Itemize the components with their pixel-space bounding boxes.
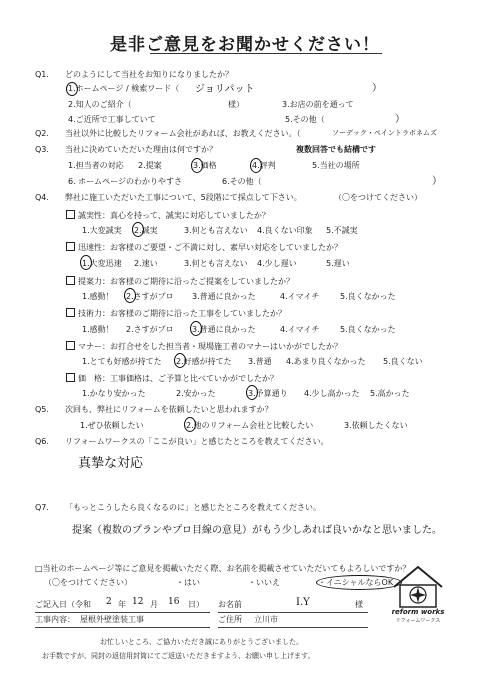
q4-price-opt-3: 3.予算通り [248, 389, 288, 398]
q1-option-2-suffix: 様） [228, 100, 244, 109]
q2-question: 当社以外に比較したリフォーム会社があれば、お教えください。（ [65, 129, 301, 138]
q4-honesty-opt-3: 3.何とも言えない [184, 226, 248, 235]
q4-skill-opt-2: 2.さすがプロ [126, 325, 174, 334]
checkbox-price [66, 373, 75, 382]
consent-note: （〇をつけてください） [44, 578, 132, 587]
q4-manners-opt-3: 3.普通 [248, 357, 272, 366]
q4-speed-opt-4: 4.少し遅い [257, 259, 297, 268]
q4-manners-opt-2: 2.好感が持てた [176, 357, 232, 366]
date-underline [35, 612, 210, 613]
checkbox-speed [66, 242, 75, 251]
q3-number: Q3. [35, 145, 49, 154]
q4-manners-opt-5: 5.良くない [383, 357, 423, 366]
work-underline [35, 627, 210, 628]
consent-option-no: ・いいえ [248, 578, 280, 587]
q4-proposal-opt-5: 5.良くなかった [340, 292, 396, 301]
q4-skill-opt-1: 1.感動！ [82, 325, 114, 334]
q3-option-1: 1.担当者の対応 [68, 161, 124, 170]
q4-speed-opt-2: 2.速い [134, 259, 158, 268]
consent-question: □当社のホームページ等にご意見を掲載いただく際、お名前を掲載させていただいてもよろしいですか？ [35, 564, 411, 573]
q3-bracket-close: ） [432, 176, 442, 187]
q7-question: 「もっとこうしたら良くなるのに」と感じたところを教えてください。 [65, 503, 321, 512]
date-year-unit: 年 [118, 600, 126, 609]
logo-text: reform works [391, 608, 445, 616]
q4-honesty-opt-2-circle [132, 222, 144, 237]
q4-skill-opt-3-circle [190, 321, 202, 336]
q3-question: 当社に決めていただいた理由は何ですか？ [65, 145, 217, 154]
q4-item-speed [66, 242, 342, 253]
q1-option-1: 1.ホームページ / 検索ワード（ [68, 84, 180, 93]
q5-number: Q5. [35, 405, 49, 414]
date-day: 16 [168, 597, 180, 607]
q1-option-1-circle [66, 82, 78, 96]
q4-item-price [66, 373, 278, 384]
q4-proposal-opt-2-circle [124, 288, 136, 303]
q4-manners-opt-1: 1.とても好感が持てた [82, 357, 162, 366]
address-underline [218, 627, 368, 628]
checkbox-skill [66, 308, 75, 317]
title-underline [150, 53, 382, 54]
q3-option-4-circle [250, 158, 262, 173]
q4-price-opt-1: 1.かなり安かった [82, 389, 146, 398]
q3-option-3-circle [191, 158, 203, 173]
q6-number: Q6. [35, 437, 49, 446]
q1-option-3: 3.お店の前を通って [282, 100, 354, 109]
name-label: お名前 [218, 600, 242, 609]
q4-skill-opt-3: 3.普通に良かった [192, 325, 256, 334]
q4-manners-opt-4: 4.あまり良くなかった [286, 357, 366, 366]
logo-subtext: リフォームワークス [395, 618, 441, 624]
q4-proposal-opt-4: 4.イマイチ [280, 292, 320, 301]
checkbox-proposal [66, 276, 75, 285]
checkbox-manners [66, 341, 75, 350]
thanks-note: お忙しいところ、ご協力いただき誠にありがとうございました。 [100, 638, 303, 646]
q4-item-manners [66, 341, 342, 352]
q3-option-3: 3.価格 [193, 161, 217, 170]
q3-option-7: 6.その他（ [222, 177, 262, 186]
q1-search-word-handwritten: ジョリパット [195, 84, 255, 95]
q4-skill-opt-4: 4.イマイチ [280, 325, 320, 334]
q4-price-opt-2: 2.安かった [176, 389, 216, 398]
q1-option-2: 2.知人のご紹介（ [68, 100, 132, 109]
q1-option-5: 5.その他（ [285, 115, 325, 124]
q3-option-2: 2.提案 [138, 161, 162, 170]
q4-speed-opt-3: 3.何とも言えない [184, 259, 248, 268]
q4-question: 弊社に施工いただいた工事について、5段階にて採点して下さい。 [65, 193, 302, 202]
q4-proposal-opt-2: 2.さすがプロ [126, 292, 174, 301]
q5-option-1: 1.ぜひ依頼したい [80, 421, 144, 430]
q2-number: Q2. [35, 129, 49, 138]
work-label: 工事内容： [35, 615, 75, 624]
date-year: 2 [106, 597, 112, 607]
q7-handwritten-answer: 提案（複数のプランやプロ目線の意見）がもう少しあれば良いかなと思いました。 [72, 525, 442, 536]
q4-honesty-opt-5: 5.不誠実 [326, 226, 358, 235]
q5-question: 次回も、弊社にリフォームを依頼したいと思われますか？ [65, 405, 273, 414]
q1-option-5-bracket: ） [395, 114, 405, 125]
consent-option-yes: ・はい [176, 578, 200, 587]
q1-option-4: 4.ご近所で工事していて [68, 115, 156, 124]
q4-price-opt-5: 5.高かった [370, 389, 410, 398]
q4-speed-opt-5: 5.遅い [326, 259, 350, 268]
page-title: 是非ご意見をお聞かせください！ [110, 35, 380, 55]
date-month-unit: 月 [150, 600, 158, 609]
q4-item-skill-label: 技術力：お客様のご期待に沿った工事をしていましたか？ [78, 309, 286, 318]
q5-option-2-circle [184, 417, 196, 432]
q5-option-3: 3.依頼したくない [344, 421, 408, 430]
q4-item-honesty [66, 210, 270, 221]
q4-item-honesty-label: 誠実性：真心を持って、誠実に対応していましたか？ [78, 211, 270, 220]
q4-number: Q4. [35, 193, 49, 202]
q4-speed-opt-1: 1.大変迅速 [82, 259, 122, 268]
q4-item-manners-label: マナー：お打合せをした担当者・現場施工者のマナーはいかがでしたか？ [78, 342, 342, 351]
q3-option-5: 5.当社の場所 [312, 161, 360, 170]
q4-note: （〇をつけてください） [334, 193, 422, 202]
date-day-unit: 日） [188, 600, 204, 609]
q4-skill-opt-5: 5.良くなかった [340, 325, 396, 334]
q4-item-price-label: 価 格：工事価格は、ご予算と比べていかがでしたか？ [78, 374, 278, 383]
name-value: I.Y [296, 597, 310, 608]
q5-option-2: 2.他のリフォーム会社と比較したい [186, 421, 314, 430]
address-value: 立川市 [254, 615, 278, 624]
date-label: ご記入日（令和 [35, 600, 91, 609]
q4-manners-opt-2-circle [174, 353, 186, 368]
name-suffix: 様 [355, 600, 363, 609]
q4-honesty-opt-4: 4.良くない印象 [257, 226, 313, 235]
q4-proposal-opt-3: 3.普通に良かった [192, 292, 256, 301]
q3-option-6: 6. ホームページのわかりやすさ [68, 177, 183, 186]
q1-question: どのようにして当社をお知りになりましたか？ [65, 70, 233, 79]
q7-number: Q7. [35, 503, 49, 512]
work-value: 屋根外壁塗装工事 [80, 615, 144, 624]
name-underline [218, 612, 368, 613]
house-icon [388, 563, 448, 609]
q1-number: Q1. [35, 70, 49, 79]
q4-item-proposal-label: 提案力：お客様のご期待に沿ったご提案をしていましたか？ [78, 277, 294, 286]
q4-honesty-opt-1: 1.大変誠実 [82, 226, 122, 235]
checkbox-honesty [66, 210, 75, 219]
return-note: お手数ですが、同封の返信用封筒にてご返送いただきますよう、お願い申し上げます。 [42, 652, 315, 660]
address-label: ご住所 [218, 615, 242, 624]
q3-note: 複数回答でも結構です [296, 145, 376, 154]
q4-honesty-opt-2: 2.誠実 [134, 226, 158, 235]
q4-price-opt-3-circle [246, 385, 258, 400]
q4-proposal-opt-1: 1.感動！ [82, 292, 114, 301]
q6-handwritten-answer: 真摯な対応 [78, 456, 144, 471]
q4-item-proposal [66, 276, 294, 287]
q1-bracket-close: ） [372, 83, 382, 94]
q4-price-opt-4: 4.少し高かった [304, 389, 360, 398]
q4-speed-opt-1-circle [80, 255, 92, 270]
reform-works-logo [388, 563, 448, 625]
q6-question: リフォームワークスの「ここが良い」と感じたところを教えてください。 [65, 437, 329, 446]
q3-option-4: 4.評判 [252, 161, 276, 170]
q2-handwritten-companies: ソーデック・ペイントラボネムズ [332, 129, 437, 137]
consent-option-initials: ・イニシャルならOK [318, 578, 394, 587]
q4-item-speed-label: 迅速性：お客様のご要望・ご不満に対し、素早い対応をしていましたか？ [78, 243, 342, 252]
q4-item-skill [66, 308, 286, 319]
date-month: 12 [132, 597, 144, 607]
